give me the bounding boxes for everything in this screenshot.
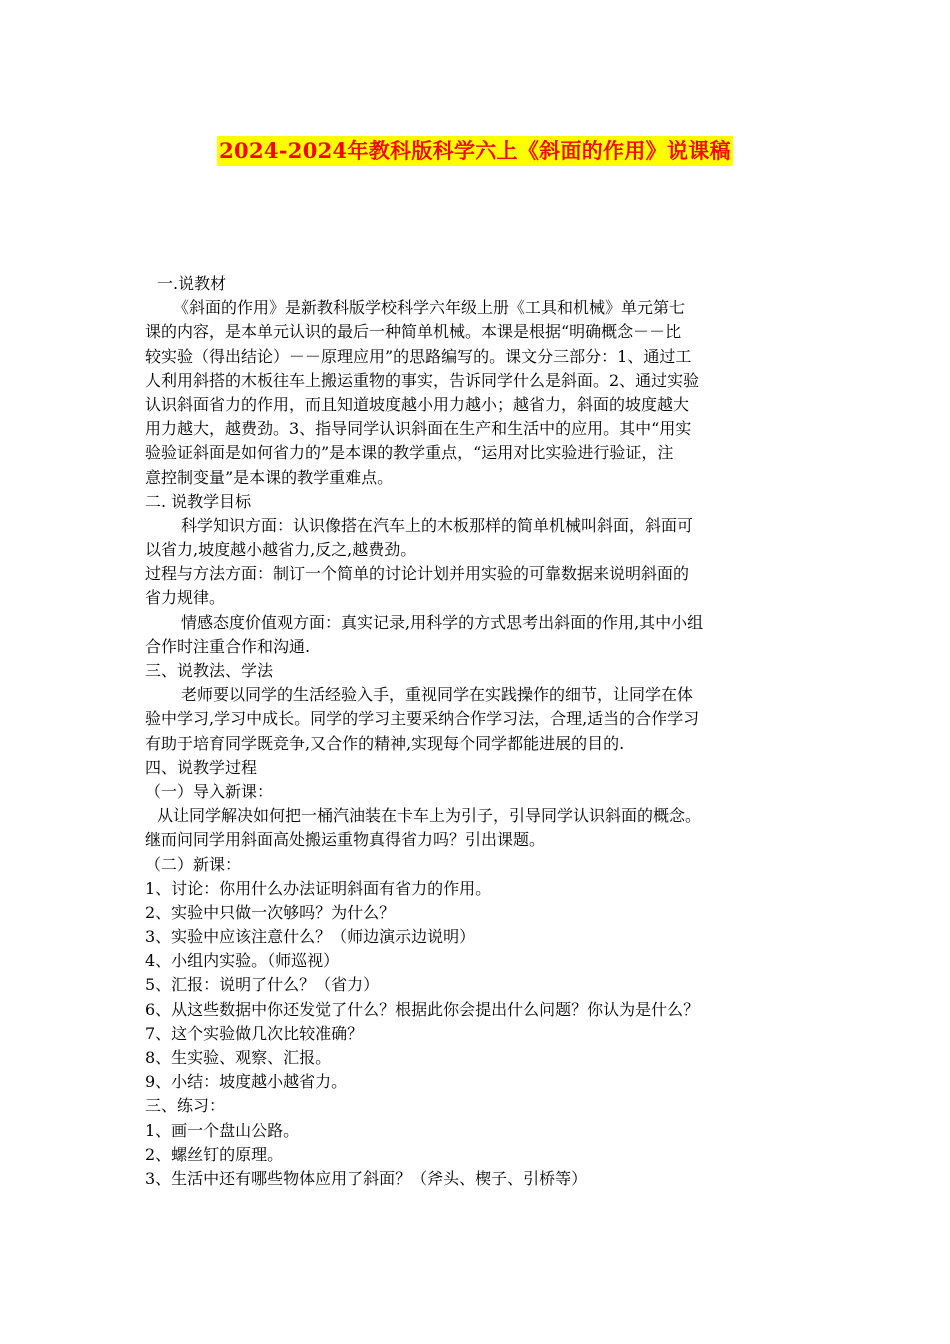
section-heading-objectives: 二. 说教学目标 [145,491,252,511]
subsection-heading-new-lesson: （二）新课： [145,854,242,874]
list-item: 3、实验中应该注意什么？（师边演示边说明） [145,927,476,947]
list-item: 3、生活中还有哪些物体应用了斜面？（斧头、楔子、引桥等） [145,1168,588,1188]
paragraph-line: 人利用斜搭的木板往车上搬运重物的事实，告诉同学什么是斜面。2、通过实验 [145,370,700,390]
paragraph-line: 用力越大，越费劲。3、指导同学认识斜面在生产和生活中的应用。其中“用实 [145,419,692,439]
list-item: 1、画一个盘山公路。 [145,1120,300,1140]
list-item: 2、实验中只做一次够吗？为什么？ [145,902,396,922]
title-container [0,136,950,166]
list-item: 7、这个实验做几次比较准确？ [145,1023,364,1043]
list-item: 1、讨论：你用什么办法证明斜面有省力的作用。 [145,878,492,898]
paragraph-line: 意控制变量”是本课的教学重难点。 [145,467,394,487]
list-item: 5、汇报：说明了什么？（省力） [145,975,380,995]
section-heading-exercises: 三、练习： [145,1096,226,1116]
paragraph-line: 有助于培育同学既竞争,又合作的精神,实现每个同学都能进展的目的. [145,733,625,753]
section-heading-methods: 三、说教法、学法 [145,661,274,680]
list-item: 6、从这些数据中你还发觉了什么？根据此你会提出什么问题？你认为是什么？ [145,999,700,1019]
list-item: 2、螺丝钉的原理。 [145,1144,284,1164]
paragraph-line: 从让同学解决如何把一桶汽油装在卡车上为引子，引导同学认识斜面的概念。 [157,806,702,826]
paragraph-line: 情感态度价值观方面：真实记录,用科学的方式思考出斜面的作用,其中小组 [181,612,704,632]
list-item: 4、小组内实验。（师巡视） [145,951,340,971]
section-heading-process: 四、说教学过程 [145,757,258,777]
paragraph-line: 过程与方法方面：制订一个简单的讨论计划并用实验的可靠数据来说明斜面的 [145,564,690,584]
paragraph-line: 科学知识方面：认识像搭在汽车上的木板那样的简单机械叫斜面，斜面可 [181,515,694,535]
paragraph-line: 省力规律。 [145,588,226,608]
paragraph-line: 验中学习,学习中成长。同学的学习主要采纳合作学习法，合理,适当的合作学习 [145,709,700,729]
paragraph-line: 合作时注重合作和沟通. [145,636,311,656]
list-item: 9、小结：坡度越小越省力。 [145,1072,348,1092]
paragraph-line: 较实验（得出结论）－－原理应用”的思路编写的。课文分三部分：1、通过工 [145,346,692,366]
subsection-heading-intro: （一）导入新课： [145,781,274,801]
paragraph-line: 《斜面的作用》是新教科版学校科学六年级上册《工具和机械》单元第七 [173,298,686,318]
document-title: 2024-2024年教科版科学六上《斜面的作用》说课稿 [217,136,733,166]
paragraph-line: 验验证斜面是如何省力的”是本课的教学重点，“运用对比实验进行验证，注 [145,443,674,463]
paragraph-line: 继而问同学用斜面高处搬运重物真得省力吗？引出课题。 [145,830,546,850]
paragraph-line: 课的内容，是本单元认识的最后一种简单机械。本课是根据“明确概念－－比 [145,322,682,342]
list-item: 8、生实验、观察、汇报。 [145,1048,332,1067]
section-heading-textbook: 一.说教材 [157,274,227,293]
paragraph-line: 认识斜面省力的作用，而且知道坡度越小用力越小；越省力，斜面的坡度越大 [145,394,690,414]
paragraph-line: 以省力,坡度越小越省力,反之,越费劲。 [145,540,417,560]
paragraph-line: 老师要以同学的生活经验入手，重视同学在实践操作的细节，让同学在体 [181,685,694,705]
document-body [145,272,810,1191]
